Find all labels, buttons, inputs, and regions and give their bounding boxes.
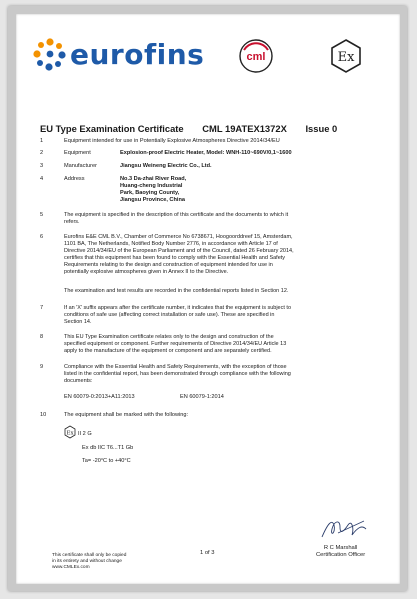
item-number: 4: [40, 176, 44, 182]
eurofins-wordmark: eurofins: [70, 38, 205, 71]
paragraph-line: potentially explosive atmospheres given in Annex II to the Directive.: [64, 269, 229, 276]
item-10-number: 10: [40, 412, 47, 418]
certificate-number: CML 19ATEX1372X: [202, 123, 287, 134]
address-line: Huang-cheng Industrial: [120, 183, 183, 189]
item-label: Address: [64, 176, 85, 182]
certificate-title: [40, 123, 390, 134]
paragraph-line: This EU Type Examination certificate relates only to the design and construction of the: [64, 334, 274, 340]
item-9-text: [64, 364, 386, 385]
paragraph-line: apply to the manufacture of the equipment or component and are separately certified.: [64, 348, 272, 355]
item-8-number: 8: [40, 334, 44, 340]
paragraph-line: Compliance with the Essential Health and Safety Requirements, with the exception of those: [64, 364, 287, 370]
item-5-text: [64, 212, 386, 226]
copy-notice: [52, 553, 126, 571]
ex-mark-text: Ex: [66, 430, 74, 437]
item-label: Equipment: [64, 150, 91, 156]
protection-marking: Ex db IIC T6...T1 Gb: [82, 445, 134, 451]
copy-notice-line: in its entirety and without change: [52, 559, 122, 564]
item-9-number: 9: [40, 364, 44, 370]
paragraph-line: Directive 2014/34/EU of the European Parliament and of the Council, dated 26 February 2014,: [64, 248, 294, 255]
address-line: Park, Baoying County,: [120, 190, 180, 196]
website-link[interactable]: www.CMLEx.com: [52, 565, 90, 570]
issue-number: Issue 0: [305, 123, 338, 134]
item-7-text: [64, 305, 386, 326]
address-line: No.3 Da-zhai River Road,: [120, 176, 187, 182]
paragraph-line: certifies that this equipment has been found to comply with the Essential Health and Safety: [64, 255, 286, 262]
ex-symbol-logo: [330, 38, 362, 74]
document-type: EU Type Examination Certificate: [40, 123, 184, 134]
item-8-text: [64, 334, 386, 355]
signatory-name: R C Marshall: [323, 545, 358, 551]
copy-notice-line: This certificate shall only be copied: [52, 553, 127, 558]
item-number: 2: [40, 150, 44, 156]
item-7-number: 7: [40, 305, 44, 311]
item-label: Manufacturer: [64, 163, 97, 169]
equipment-group: II 2 G: [78, 431, 92, 437]
paragraph-line: conditions of safe use (affecting correct installation or safe use). These are specified in: [64, 312, 275, 319]
cml-logo-text: cml: [246, 51, 266, 63]
eurofins-logo: [32, 36, 212, 76]
paragraph-line: documents:: [64, 378, 93, 385]
paragraph-line: specified equipment or component. Further requirements of Directive 2014/34/EU Article 13: [64, 341, 287, 348]
ex-mark-icon: [64, 425, 76, 439]
item-number: 1: [40, 138, 44, 144]
paragraph-line: Section 14.: [64, 319, 92, 326]
manufacturer-value: Jiangsu Weineng Electric Co., Ltd.: [120, 163, 212, 169]
signatory-role: Certification Officer: [316, 552, 366, 558]
paragraph-line: Eurofins E&E CML B.V., Chamber of Commerce No 6738671, Hoogoorddreef 15, Amsterdam,: [64, 234, 293, 240]
paragraph-line: The equipment is specified in the description of this certificate and the documents to which it: [64, 212, 289, 218]
page-number: 1 of 3: [200, 550, 215, 556]
paragraph-line: refers.: [64, 219, 80, 226]
item-10-text: The equipment shall be marked with the following:: [64, 412, 189, 418]
certificate-paper: [16, 14, 400, 584]
paragraph-line: 1101 BA, The Netherlands, Notified Body Number 2776, in accordance with Article 17 of: [64, 241, 278, 248]
item-5-number: 5: [40, 212, 44, 218]
ex-symbol-text: Ex: [337, 50, 355, 65]
standard-2: EN 60079-1:2014: [180, 394, 224, 400]
cml-logo: [238, 38, 274, 74]
item-6-text: [64, 234, 386, 277]
item-text: Equipment intended for use in Potentially Explosive Atmospheres Directive 2014/34/EU: [64, 138, 280, 144]
ambient-temperature: Ta= -20°C to +40°C: [82, 458, 131, 464]
standard-1: EN 60079-0:2013+A11:2013: [64, 394, 135, 400]
signature-image: [318, 515, 370, 543]
equipment-value: Explosion-proof Electric Heater, Model: WNH-110~690V/0,1~1600: [120, 150, 292, 156]
signatory-block: [316, 545, 365, 559]
item-6-number: 6: [40, 234, 44, 240]
item-6-extra: The examination and test results are recorded in the confidential reports listed in Section 12.: [64, 288, 289, 294]
item-number: 3: [40, 163, 44, 169]
paragraph-line: If an 'X' suffix appears after the certificate number, it indicates that the equipment is subject to: [64, 305, 292, 311]
address-line: Jiangsu Province, China: [120, 197, 185, 203]
paragraph-line: listed in the confidential report, has been demonstrated through compliance with the following: [64, 371, 291, 378]
paragraph-line: Requirements relating to the design and construction of equipment intended for use in: [64, 262, 273, 269]
eurofins-dots-icon: [32, 36, 68, 72]
